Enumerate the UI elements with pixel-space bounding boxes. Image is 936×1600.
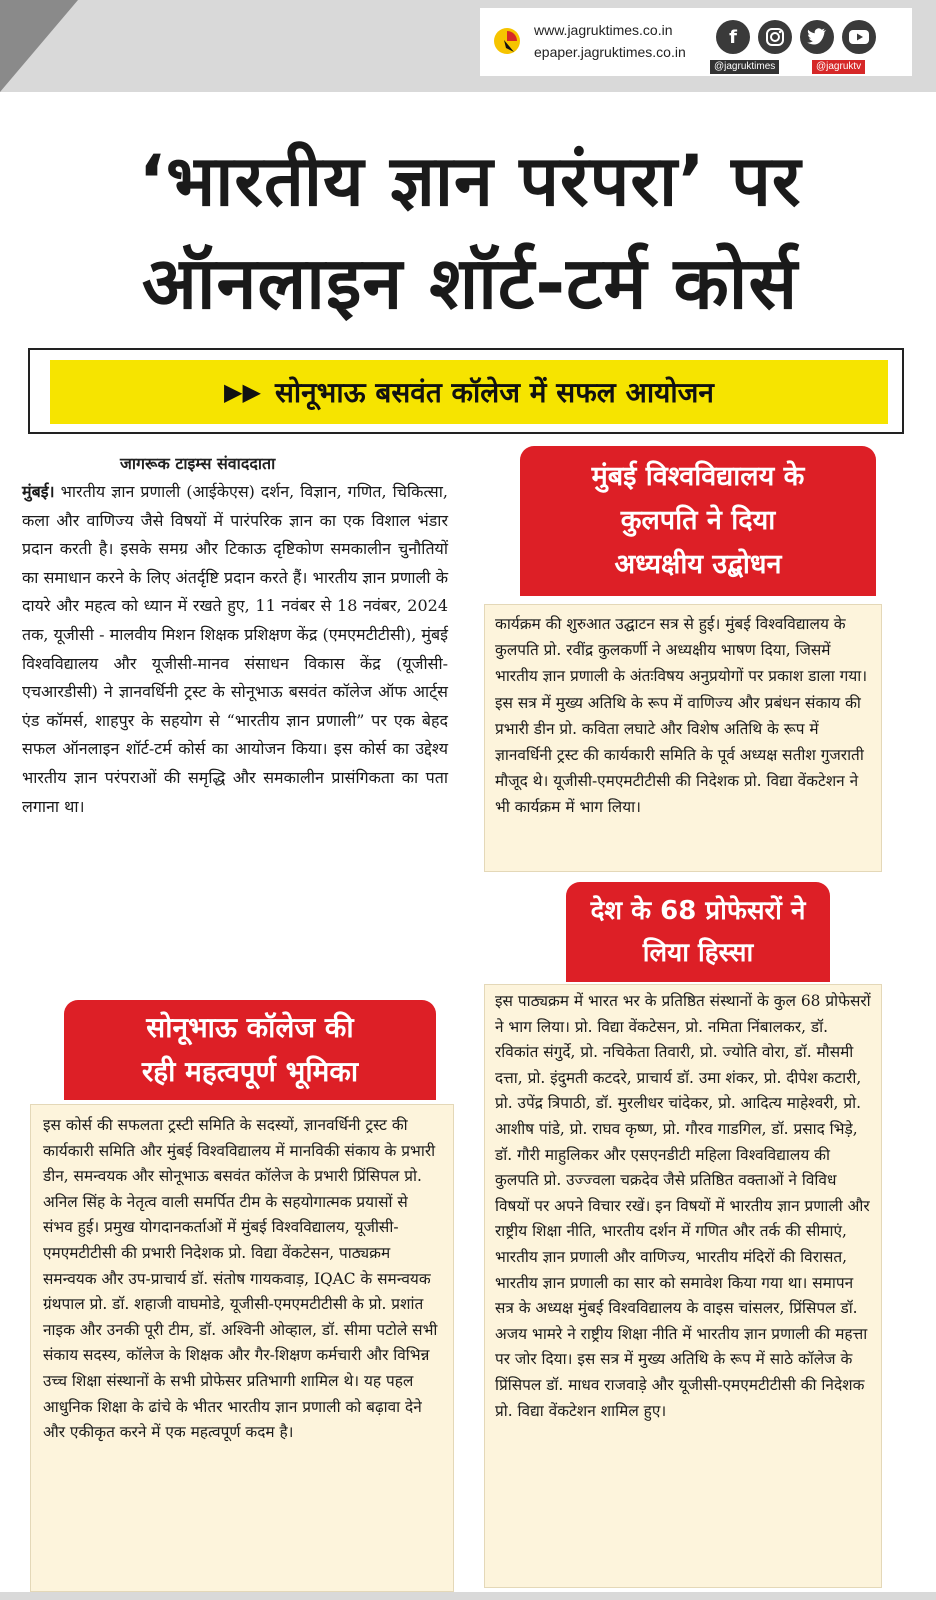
professors-heading-line-2: लिया हिस्सा [642, 938, 754, 968]
college-heading-line-2: रही महत्वपूर्ण भूमिका [141, 1055, 359, 1088]
headline-line-1: ‘भारतीय ज्ञान परंपरा’ पर [138, 140, 802, 222]
headline-line-2: ऑनलाइन शॉर्ट-टर्म कोर्स [141, 241, 799, 325]
facebook-icon[interactable]: f [716, 20, 750, 54]
instagram-icon[interactable] [758, 20, 792, 54]
professors-box-body: इस पाठ्यक्रम में भारत भर के प्रतिष्ठित संस्थानों के कुल 68 प्रोफेसरों ने भाग लिया। प्रो. विद्या वेंकटेसन, प्रो. नमिता निंबालकर, डॉ. रविकांत संगुर्दे, प्रो. नचिकेता तिवारी, प्रो. ज्योति वोरा, डॉ. मौसमी दत्ता, प्रो. इंदुमती कटदरे, प्राचार्य डॉ. उमा शंकर, प्रो. दीपेश कटारी, प्रो. उपेंद्र त्रिपाठी, डॉ. मुरलीधर चांदेकर, प्रो. आदित्य माहेश्वरी, प्रो. आशीष पांडे, प्रो. राघव कृष्ण, प्रो. गौरव गाडगिल, डॉ. प्रसाद भिड़े, डॉ. गौरी माहुलिकर और एसएनडीटी महिला विश्वविद्यालय की कुलपति प्रो. उज्ज्वला चक्रदेव जैसे प्रतिष्ठित वक्ताओं ने विविध विषयों पर अपने विचार रखें। इन विषयों में भारतीय ज्ञान प्रणाली और राष्ट्रीय शिक्षा नीति, भारतीय दर्शन में गणित और तर्क की सीमाएं, भारतीय ज्ञान प्रणाली और वाणिज्य, भारतीय मंदिरों की विरासत, भारतीय ज्ञान प्रणाली का सार को समावेश किया गया था। समापन सत्र के अध्यक्ष मुंबई विश्वविद्यालय के वाइस चांसलर, प्रिंसिपल डॉ. अजय भामरे ने राष्ट्रीय शिक्षा नीति में भारतीय ज्ञान प्रणाली की महत्ता पर जोर दिया। इस सत्र में मुख्य अतिथि के रूप में साठे कॉलेज के प्रिंसिपल डॉ. माधव राजवाड़े और यूजीसी-एमएमटीटीसी की निदेशक प्रो. विद्या वेंकटेशन शामिल हुए। [484, 984, 882, 1588]
vc-heading-line-2: कुलपति ने दिया [620, 505, 776, 536]
double-arrow-icon: ▶▶ [224, 378, 261, 406]
vc-box-heading [520, 446, 876, 596]
vc-box-body: कार्यक्रम की शुरुआत उद्घाटन सत्र से हुई। मुंबई विश्वविद्यालय के कुलपति प्रो. रवींद्र कुलकर्णी ने अध्यक्षीय भाषण दिया, जिसमें भारतीय ज्ञान प्रणाली के अंतःविषय अनुप्रयोगों पर प्रकाश डाला गया। इस सत्र में मुख्य अतिथि के रूप में वाणिज्य और प्रबंधन संकाय की प्रभारी डीन प्रो. कविता लघाटे और विशेष अतिथि के रूप में ज्ञानवर्धिनी ट्रस्ट की कार्यकारी समिति के पूर्व अध्यक्ष सतीश गुजराती मौजूद थे। यूजीसी-एमएमटीटीसी की निदेशक प्रो. विद्या वेंकटेशन ने भी कार्यक्रम में भाग लिया। [484, 604, 882, 872]
lead-paragraph [22, 478, 448, 821]
twitter-icon[interactable] [800, 20, 834, 54]
professors-heading-line-1: देश के 68 प्रोफेसरों ने [590, 896, 806, 926]
vc-heading-line-3: अध्यक्षीय उद्बोधन [614, 549, 782, 580]
college-box-body: इस कोर्स की सफलता ट्रस्टी समिति के सदस्यों, ज्ञानवर्धिनी ट्रस्ट की कार्यकारी समिति और मुंबई विश्वविद्यालय में मानविकी संकाय के प्रभारी डीन, समन्वयक और सोनूभाऊ बसवंत कॉलेज के प्रभारी प्रिंसिपल प्रो. अनिल सिंह के नेतृत्व वाली समर्पित टीम के सहयोगात्मक प्रयासों से संभव हुई। प्रमुख योगदानकर्ताओं में मुंबई विश्वविद्यालय, यूजीसी-एमएमटीटीसी की प्रभारी निदेशक प्रो. विद्या वेंकटेसन, पाठ्यक्रम समन्वयक और उप-प्राचार्य डॉ. संतोष गायकवाड़, IQAC के समन्वयक ग्रंथपाल प्रो. डॉ. शहाजी वाघमोडे, यूजीसी-एमएमटीटीसी के प्रो. प्रशांत नाइक और उनकी पूरी टीम, डॉ. अश्विनी ओव्हाल, डॉ. सीमा पटोले सभी संकाय सदस्य, कॉलेज के शिक्षक और गैर-शिक्षण कर्मचारी और विभिन्न उच्च शिक्षा संस्थानों के सभी प्रोफेसर प्रतिभागी शामिल थे। यह पहल आधुनिक शिक्षा के ढांचे के भीतर भारतीय ज्ञान प्रणाली को बढ़ावा देने और एकीकृत करने में एक महत्वपूर्ण कदम है। [30, 1104, 454, 1592]
professors-box-heading [566, 882, 830, 982]
byline: जागरूक टाइम्स संवाददाता [120, 454, 276, 473]
college-heading-line-1: सोनूभाऊ कॉलेज की [146, 1011, 354, 1044]
jagruk-logo-icon [492, 26, 522, 56]
college-box-heading [64, 1000, 436, 1100]
bottom-rule [0, 1592, 936, 1600]
strap-banner [50, 360, 888, 424]
dateline: मुंबई। [22, 482, 55, 501]
vc-heading-line-1: मुंबई विश्वविद्यालय के [591, 461, 805, 492]
social-handle-tv[interactable]: @jagruktv [812, 60, 865, 74]
site-url[interactable]: www.jagruktimes.co.in [534, 22, 673, 38]
epaper-url[interactable]: epaper.jagruktimes.co.in [534, 44, 686, 60]
social-handle[interactable]: @jagruktimes [710, 60, 779, 74]
lead-text: भारतीय ज्ञान प्रणाली (आईकेएस) दर्शन, विज्ञान, गणित, चिकित्सा, कला और वाणिज्य जैसे विषयों में पारंपरिक ज्ञान का एक विशाल भंडार प्रदान करती है। इसके समग्र और टिकाऊ दृष्टिकोण समकालीन चुनौतियों का समाधान करने के लिए अंतर्दृष्टि प्रदान करते हैं। भारतीय ज्ञान प्रणाली के दायरे और महत्व को ध्यान में रखते हुए, 11 नवंबर से 18 नवंबर, 2024 तक, यूजीसी - मालवीय मिशन शिक्षक प्रशिक्षण केंद्र (एमएमटीटीसी), मुंबई विश्वविद्यालय और यूजीसी-मानव संसाधन विकास केंद्र (यूजीसी-एचआरडीसी) ने ज्ञानवर्धिनी ट्रस्ट के सोनूभाऊ बसवंत कॉलेज ऑफ आर्ट्स एंड कॉमर्स, शाहपुर के सहयोग से “भारतीय ज्ञान प्रणाली” पर एक बेहद सफल ऑनलाइन शॉर्ट-टर्म कोर्स का आयोजन किया। इस कोर्स का उद्देश्य भारतीय ज्ञान परंपराओं की समृद्धि और समकालीन प्रासंगिकता का पता लगाना था। [22, 482, 448, 816]
youtube-icon[interactable] [842, 20, 876, 54]
strap-text: सोनूभाऊ बसवंत कॉलेज में सफल आयोजन [274, 376, 714, 409]
